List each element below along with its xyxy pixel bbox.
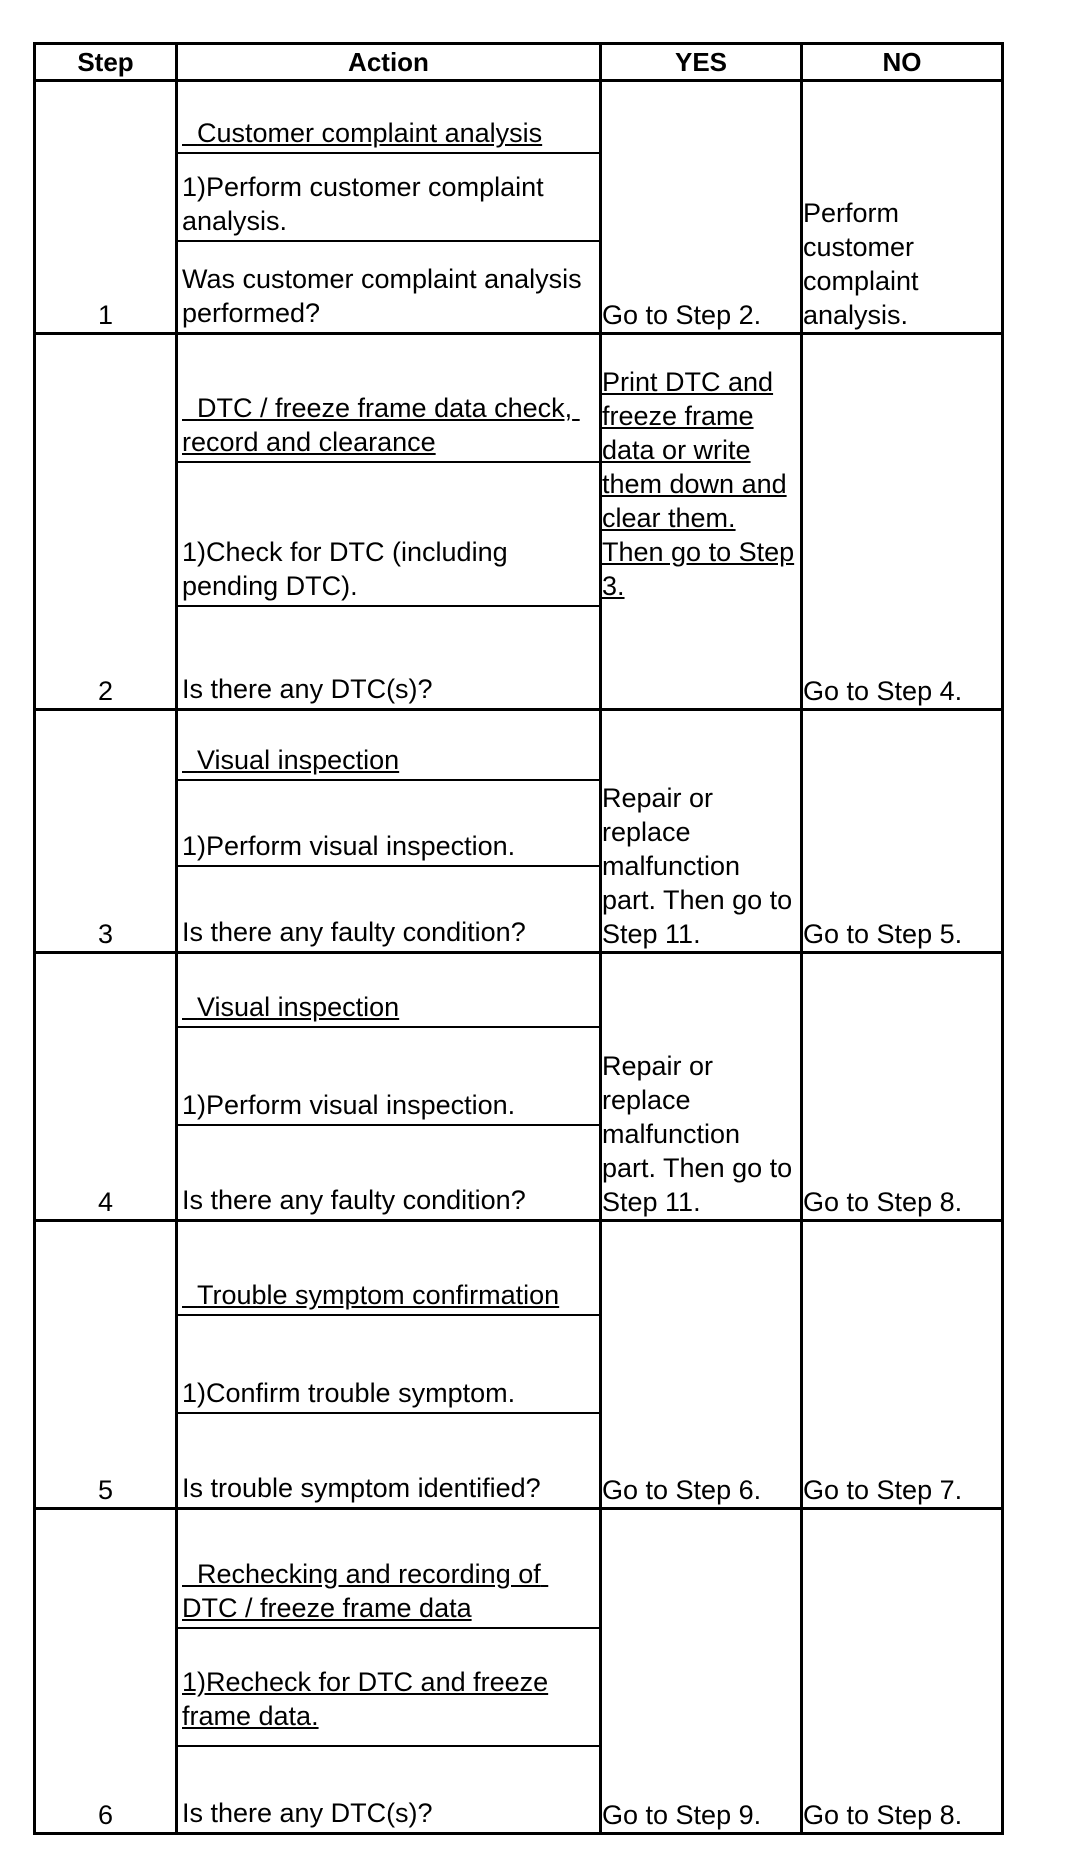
- no-answer: Go to Step 8.: [802, 1509, 1003, 1834]
- step-number: 6: [35, 1509, 177, 1834]
- table-row: [35, 710, 1003, 953]
- yes-answer: Go to Step 9.: [601, 1509, 802, 1834]
- no-answer: Go to Step 4.: [802, 334, 1003, 710]
- action-title: Customer complaint analysis: [182, 118, 543, 148]
- table-row: [35, 1509, 1003, 1834]
- yes-answer: Go to Step 6.: [601, 1221, 802, 1509]
- table-row: [35, 81, 1003, 334]
- table-header-row: [35, 44, 1003, 81]
- no-answer: Go to Step 7.: [802, 1221, 1003, 1509]
- action-title: Visual inspection: [182, 992, 400, 1022]
- action-cell: [177, 953, 601, 1221]
- action-cell: [177, 710, 601, 953]
- action-title: Visual inspection: [182, 745, 400, 775]
- table-row: [35, 953, 1003, 1221]
- action-title: Trouble symptom confirmation: [182, 1280, 560, 1310]
- diagnostic-procedure-table: [33, 42, 1004, 1835]
- action-question: Is trouble symptom identified?: [182, 1473, 541, 1503]
- yes-answer: Repair or replace malfunction part. Then go to Step 11.: [601, 953, 802, 1221]
- action-cell: [177, 1221, 601, 1509]
- yes-answer: Go to Step 2.: [601, 81, 802, 334]
- table-row: [35, 1221, 1003, 1509]
- yes-answer: Print DTC and freeze frame data or write them down and clear them. Then go to Step 3.: [601, 334, 802, 710]
- action-cell: [177, 81, 601, 334]
- no-answer: Go to Step 8.: [802, 953, 1003, 1221]
- action-question: Is there any faulty condition?: [182, 917, 526, 947]
- step-number: 1: [35, 81, 177, 334]
- table-row: [35, 334, 1003, 710]
- action-question: Is there any faulty condition?: [182, 1185, 526, 1215]
- action-cell: [177, 334, 601, 710]
- header-yes: YES: [601, 44, 802, 81]
- step-number: 4: [35, 953, 177, 1221]
- action-instruction: 1)Perform visual inspection.: [182, 1090, 516, 1120]
- action-title: DTC / freeze frame data check, record and clearance: [182, 393, 580, 457]
- action-instruction: 1)Perform customer complaint analysis.: [182, 172, 544, 236]
- action-title: Rechecking and recording of DTC / freeze frame data: [182, 1559, 549, 1623]
- header-step: Step: [35, 44, 177, 81]
- action-question: Was customer complaint analysis performed?: [182, 264, 582, 328]
- header-no: NO: [802, 44, 1003, 81]
- action-instruction: 1)Perform visual inspection.: [182, 831, 516, 861]
- step-number: 2: [35, 334, 177, 710]
- step-number: 5: [35, 1221, 177, 1509]
- action-instruction: 1)Recheck for DTC and freeze frame data.: [182, 1667, 549, 1731]
- action-cell: [177, 1509, 601, 1834]
- action-instruction: 1)Confirm trouble symptom.: [182, 1378, 516, 1408]
- action-question: Is there any DTC(s)?: [182, 1798, 433, 1828]
- action-question: Is there any DTC(s)?: [182, 674, 433, 704]
- no-answer: Perform customer complaint analysis.: [802, 81, 1003, 334]
- yes-answer: Repair or replace malfunction part. Then go to Step 11.: [601, 710, 802, 953]
- step-number: 3: [35, 710, 177, 953]
- action-instruction: 1)Check for DTC (including pending DTC).: [182, 537, 508, 601]
- header-action: Action: [177, 44, 601, 81]
- no-answer: Go to Step 5.: [802, 710, 1003, 953]
